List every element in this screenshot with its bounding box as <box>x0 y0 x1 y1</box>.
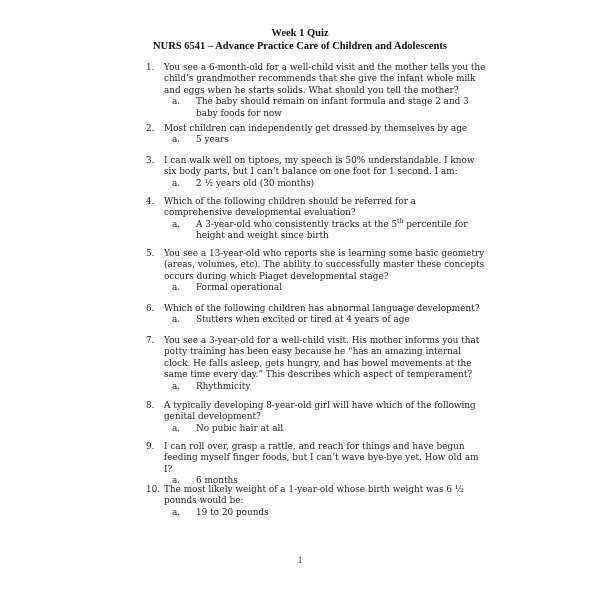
answer-text: The baby should remain on infant formula and stage 2 and 3 baby foods for now <box>196 97 469 119</box>
answer <box>172 217 486 243</box>
question-3 <box>146 156 486 190</box>
answer-letter: a. <box>172 423 181 434</box>
answer <box>172 135 486 146</box>
answer-letter: a. <box>172 283 181 294</box>
question-number: 4. <box>146 197 155 207</box>
page-number: 1 <box>297 555 303 565</box>
question-text: Which of the following children has abnormal language development? <box>164 304 480 314</box>
question-text: You see a 6-month-old for a well-child visit and the mother tells you the child’s grandmother recommends that she give the infant whole milk and eggs when he starts solids. What should you tell the mother? <box>164 63 486 96</box>
question-10 <box>146 485 486 519</box>
question-text: Most children can independently get dressed by themselves by age <box>164 124 468 134</box>
question-1 <box>146 63 486 120</box>
question-number: 8. <box>146 401 155 411</box>
answer <box>172 315 486 326</box>
answer <box>172 507 486 519</box>
question-2 <box>146 124 486 147</box>
answer-text: 19 to 20 pounds <box>196 507 269 518</box>
answer-text: Stutters when excited or tired at 4 years of age <box>196 315 410 326</box>
answer <box>172 178 486 190</box>
answer-text <box>196 217 486 243</box>
question-number: 5. <box>146 249 155 259</box>
answer-text-post: percentile for height and weight since birth <box>196 219 468 242</box>
answer-text: No pubic hair at all <box>196 423 284 434</box>
answer-text: 6 months <box>196 476 238 487</box>
course-title: NURS 6541 – Advance Practice Care of Children and Adolescents <box>153 41 447 52</box>
question-6 <box>146 304 486 327</box>
question-7 <box>146 336 486 393</box>
answer-text-pre: A 3-year-old who consistently tracks at the 5 <box>196 219 398 230</box>
question-text: I can walk well on tiptoes, my speech is 50% understandable. I know six body parts, but I can’t balance on one foot for 1 second. I am: <box>164 156 475 178</box>
question-text: A typically developing 8-year-old girl will have which of the following genital development? <box>164 401 476 423</box>
question-text: Which of the following children should be referred for a comprehensive developmental evaluation? <box>164 197 417 219</box>
answer-letter: a. <box>172 381 181 392</box>
answer <box>172 423 486 435</box>
quiz-title: Week 1 Quiz <box>271 28 329 39</box>
question-number: 6. <box>146 304 155 314</box>
answer <box>172 283 486 294</box>
question-5 <box>146 249 486 295</box>
answer <box>172 97 486 120</box>
answer-letter: a. <box>172 219 181 230</box>
question-4 <box>146 197 486 243</box>
question-9 <box>146 442 486 488</box>
answer-letter: a. <box>172 315 181 326</box>
answer-letter: a. <box>172 178 181 189</box>
question-number: 7. <box>146 336 155 346</box>
question-number: 3. <box>146 156 155 166</box>
question-number: 10. <box>146 485 161 495</box>
question-text: The most likely weight of a 1-year-old whose birth weight was 6 ½ pounds would be: <box>164 485 464 507</box>
answer-text: 2 ½ years old (30 months) <box>196 178 315 189</box>
answer-letter: a. <box>172 97 181 108</box>
answer-letter: a. <box>172 135 181 146</box>
answer-text: Formal operational <box>196 283 283 294</box>
question-number: 1. <box>146 63 155 73</box>
question-text: You see a 13-year-old who reports she is learning some basic geometry (areas, volumes, etc). The ability to successfully master these concepts occurs during which Piaget developmental stage? <box>164 249 485 282</box>
question-number: 2. <box>146 124 155 134</box>
question-number: 9. <box>146 442 155 452</box>
answer-text: 5 years <box>196 135 229 146</box>
answer <box>172 381 486 393</box>
question-text: I can roll over, grasp a rattle, and reach for things and have begun feeding myself finger foods, but I can’t wave bye-bye yet. How old am I? <box>164 442 479 475</box>
question-text: You see a 3-year-old for a well-child visit. His mother informs you that potty training has been easy because he “has an amazing internal clock. He falls asleep, gets hungry, and has bowel movements at the same time every day.” This describes which aspect of temperament? <box>164 336 480 381</box>
ordinal-suffix: th <box>397 217 404 225</box>
answer-letter: a. <box>172 476 181 487</box>
answer-text: Rhythmicity <box>196 381 251 392</box>
question-8 <box>146 401 486 435</box>
answer-letter: a. <box>172 507 181 518</box>
